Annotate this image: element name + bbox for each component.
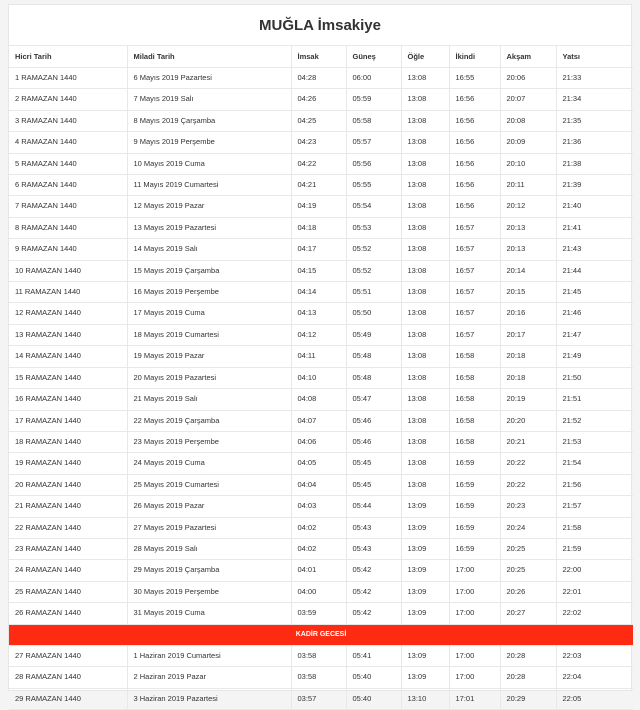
imsak-time-cell: 04:07 — [291, 410, 346, 431]
miladi-date-cell: 24 Mayıs 2019 Cuma — [127, 453, 291, 474]
table-row — [9, 260, 633, 281]
table-row — [9, 217, 633, 238]
hicri-date-cell: 16 RAMAZAN 1440 — [9, 389, 127, 410]
yatsi-time-cell: 21:39 — [556, 175, 633, 196]
ogle-time-cell: 13:09 — [401, 517, 449, 538]
hicri-date-cell: 21 RAMAZAN 1440 — [9, 496, 127, 517]
aksam-time-cell: 20:12 — [500, 196, 556, 217]
imsak-time-cell: 04:21 — [291, 175, 346, 196]
imsak-time-cell: 03:58 — [291, 667, 346, 688]
kadir-gecesi-label: KADİR GECESİ — [9, 624, 633, 645]
col-header-ikindi: İkindi — [449, 46, 500, 68]
gunes-time-cell: 05:49 — [346, 324, 401, 345]
table-row — [9, 367, 633, 388]
hicri-date-cell: 3 RAMAZAN 1440 — [9, 110, 127, 131]
kadir-gecesi-row — [9, 624, 633, 645]
table-row — [9, 153, 633, 174]
ogle-time-cell: 13:08 — [401, 217, 449, 238]
ikindi-time-cell: 16:57 — [449, 303, 500, 324]
yatsi-time-cell: 22:00 — [556, 560, 633, 581]
table-row — [9, 303, 633, 324]
table-row — [9, 645, 633, 666]
ogle-time-cell: 13:08 — [401, 68, 449, 89]
imsak-time-cell: 04:15 — [291, 260, 346, 281]
ogle-time-cell: 13:09 — [401, 645, 449, 666]
imsak-time-cell: 04:00 — [291, 581, 346, 602]
ikindi-time-cell: 16:57 — [449, 282, 500, 303]
imsak-time-cell: 04:01 — [291, 560, 346, 581]
imsak-time-cell: 04:18 — [291, 217, 346, 238]
table-row — [9, 517, 633, 538]
yatsi-time-cell: 21:35 — [556, 110, 633, 131]
ikindi-time-cell: 16:59 — [449, 474, 500, 495]
miladi-date-cell: 30 Mayıs 2019 Perşembe — [127, 581, 291, 602]
aksam-time-cell: 20:17 — [500, 324, 556, 345]
ikindi-time-cell: 16:56 — [449, 196, 500, 217]
yatsi-time-cell: 21:57 — [556, 496, 633, 517]
hicri-date-cell: 15 RAMAZAN 1440 — [9, 367, 127, 388]
gunes-time-cell: 05:56 — [346, 153, 401, 174]
miladi-date-cell: 6 Mayıs 2019 Pazartesi — [127, 68, 291, 89]
yatsi-time-cell: 21:51 — [556, 389, 633, 410]
table-row — [9, 196, 633, 217]
ogle-time-cell: 13:08 — [401, 153, 449, 174]
ogle-time-cell: 13:09 — [401, 560, 449, 581]
aksam-time-cell: 20:13 — [500, 239, 556, 260]
aksam-time-cell: 20:28 — [500, 645, 556, 666]
table-row — [9, 110, 633, 131]
imsak-time-cell: 04:19 — [291, 196, 346, 217]
table-row — [9, 132, 633, 153]
aksam-time-cell: 20:25 — [500, 538, 556, 559]
yatsi-time-cell: 21:59 — [556, 538, 633, 559]
hicri-date-cell: 7 RAMAZAN 1440 — [9, 196, 127, 217]
yatsi-time-cell: 21:56 — [556, 474, 633, 495]
ogle-time-cell: 13:08 — [401, 89, 449, 110]
miladi-date-cell: 18 Mayıs 2019 Cumartesi — [127, 324, 291, 345]
ikindi-time-cell: 17:00 — [449, 603, 500, 624]
hicri-date-cell: 20 RAMAZAN 1440 — [9, 474, 127, 495]
imsak-time-cell: 04:04 — [291, 474, 346, 495]
hicri-date-cell: 9 RAMAZAN 1440 — [9, 239, 127, 260]
hicri-date-cell: 27 RAMAZAN 1440 — [9, 645, 127, 666]
table-row — [9, 560, 633, 581]
miladi-date-cell: 20 Mayıs 2019 Pazartesi — [127, 367, 291, 388]
miladi-date-cell: 29 Mayıs 2019 Çarşamba — [127, 560, 291, 581]
imsak-time-cell: 03:58 — [291, 645, 346, 666]
gunes-time-cell: 05:50 — [346, 303, 401, 324]
aksam-time-cell: 20:29 — [500, 688, 556, 709]
imsak-time-cell: 04:28 — [291, 68, 346, 89]
gunes-time-cell: 05:40 — [346, 688, 401, 709]
hicri-date-cell: 29 RAMAZAN 1440 — [9, 688, 127, 709]
ogle-time-cell: 13:08 — [401, 110, 449, 131]
miladi-date-cell: 19 Mayıs 2019 Pazar — [127, 346, 291, 367]
miladi-date-cell: 26 Mayıs 2019 Pazar — [127, 496, 291, 517]
hicri-date-cell: 13 RAMAZAN 1440 — [9, 324, 127, 345]
aksam-time-cell: 20:26 — [500, 581, 556, 602]
miladi-date-cell: 31 Mayıs 2019 Cuma — [127, 603, 291, 624]
yatsi-time-cell: 22:03 — [556, 645, 633, 666]
hicri-date-cell: 4 RAMAZAN 1440 — [9, 132, 127, 153]
miladi-date-cell: 10 Mayıs 2019 Cuma — [127, 153, 291, 174]
yatsi-time-cell: 21:36 — [556, 132, 633, 153]
yatsi-time-cell: 21:45 — [556, 282, 633, 303]
gunes-time-cell: 05:46 — [346, 410, 401, 431]
miladi-date-cell: 7 Mayıs 2019 Salı — [127, 89, 291, 110]
page-title: MUĞLA İmsakiye — [259, 17, 381, 34]
aksam-time-cell: 20:18 — [500, 367, 556, 388]
col-header-ogle: Öğle — [401, 46, 449, 68]
aksam-time-cell: 20:18 — [500, 346, 556, 367]
imsak-time-cell: 04:13 — [291, 303, 346, 324]
gunes-time-cell: 05:57 — [346, 132, 401, 153]
hicri-date-cell: 19 RAMAZAN 1440 — [9, 453, 127, 474]
ikindi-time-cell: 16:56 — [449, 132, 500, 153]
ogle-time-cell: 13:09 — [401, 581, 449, 602]
miladi-date-cell: 11 Mayıs 2019 Cumartesi — [127, 175, 291, 196]
imsak-time-cell: 03:57 — [291, 688, 346, 709]
table-row — [9, 538, 633, 559]
yatsi-time-cell: 21:54 — [556, 453, 633, 474]
aksam-time-cell: 20:21 — [500, 431, 556, 452]
miladi-date-cell: 16 Mayıs 2019 Perşembe — [127, 282, 291, 303]
ogle-time-cell: 13:08 — [401, 410, 449, 431]
ogle-time-cell: 13:08 — [401, 196, 449, 217]
imsak-time-cell: 04:12 — [291, 324, 346, 345]
imsak-time-cell: 04:14 — [291, 282, 346, 303]
ogle-time-cell: 13:08 — [401, 389, 449, 410]
imsak-time-cell: 04:02 — [291, 538, 346, 559]
yatsi-time-cell: 21:41 — [556, 217, 633, 238]
gunes-time-cell: 05:42 — [346, 581, 401, 602]
ikindi-time-cell: 16:58 — [449, 389, 500, 410]
yatsi-time-cell: 21:38 — [556, 153, 633, 174]
gunes-time-cell: 05:45 — [346, 474, 401, 495]
miladi-date-cell: 14 Mayıs 2019 Salı — [127, 239, 291, 260]
col-header-imsak: İmsak — [291, 46, 346, 68]
table-row — [9, 324, 633, 345]
gunes-time-cell: 05:48 — [346, 346, 401, 367]
miladi-date-cell: 22 Mayıs 2019 Çarşamba — [127, 410, 291, 431]
prayer-times-table — [9, 45, 633, 710]
imsak-time-cell: 04:22 — [291, 153, 346, 174]
aksam-time-cell: 20:19 — [500, 389, 556, 410]
col-header-miladi: Miladi Tarih — [127, 46, 291, 68]
hicri-date-cell: 8 RAMAZAN 1440 — [9, 217, 127, 238]
aksam-time-cell: 20:06 — [500, 68, 556, 89]
yatsi-time-cell: 21:58 — [556, 517, 633, 538]
aksam-time-cell: 20:13 — [500, 217, 556, 238]
ogle-time-cell: 13:08 — [401, 132, 449, 153]
miladi-date-cell: 28 Mayıs 2019 Salı — [127, 538, 291, 559]
miladi-date-cell: 25 Mayıs 2019 Cumartesi — [127, 474, 291, 495]
ikindi-time-cell: 16:59 — [449, 517, 500, 538]
hicri-date-cell: 26 RAMAZAN 1440 — [9, 603, 127, 624]
ogle-time-cell: 13:08 — [401, 474, 449, 495]
ikindi-time-cell: 16:57 — [449, 260, 500, 281]
ikindi-time-cell: 16:58 — [449, 367, 500, 388]
miladi-date-cell: 2 Haziran 2019 Pazar — [127, 667, 291, 688]
table-row — [9, 474, 633, 495]
aksam-time-cell: 20:24 — [500, 517, 556, 538]
ogle-time-cell: 13:08 — [401, 453, 449, 474]
ogle-time-cell: 13:09 — [401, 538, 449, 559]
imsak-time-cell: 04:17 — [291, 239, 346, 260]
table-row — [9, 175, 633, 196]
aksam-time-cell: 20:22 — [500, 453, 556, 474]
gunes-time-cell: 05:52 — [346, 260, 401, 281]
ikindi-time-cell: 16:57 — [449, 324, 500, 345]
ogle-time-cell: 13:08 — [401, 239, 449, 260]
ikindi-time-cell: 16:55 — [449, 68, 500, 89]
table-header-row — [9, 46, 633, 68]
miladi-date-cell: 21 Mayıs 2019 Salı — [127, 389, 291, 410]
col-header-yatsi: Yatsı — [556, 46, 633, 68]
table-row — [9, 496, 633, 517]
ikindi-time-cell: 16:59 — [449, 538, 500, 559]
yatsi-time-cell: 22:02 — [556, 603, 633, 624]
ogle-time-cell: 13:08 — [401, 282, 449, 303]
yatsi-time-cell: 21:52 — [556, 410, 633, 431]
hicri-date-cell: 25 RAMAZAN 1440 — [9, 581, 127, 602]
gunes-time-cell: 05:41 — [346, 645, 401, 666]
gunes-time-cell: 05:59 — [346, 89, 401, 110]
miladi-date-cell: 1 Haziran 2019 Cumartesi — [127, 645, 291, 666]
ogle-time-cell: 13:08 — [401, 367, 449, 388]
aksam-time-cell: 20:20 — [500, 410, 556, 431]
imsak-time-cell: 04:02 — [291, 517, 346, 538]
imsak-time-cell: 04:08 — [291, 389, 346, 410]
table-row — [9, 239, 633, 260]
col-header-aksam: Akşam — [500, 46, 556, 68]
hicri-date-cell: 24 RAMAZAN 1440 — [9, 560, 127, 581]
miladi-date-cell: 13 Mayıs 2019 Pazartesi — [127, 217, 291, 238]
gunes-time-cell: 05:54 — [346, 196, 401, 217]
gunes-time-cell: 05:52 — [346, 239, 401, 260]
col-header-gunes: Güneş — [346, 46, 401, 68]
hicri-date-cell: 28 RAMAZAN 1440 — [9, 667, 127, 688]
aksam-time-cell: 20:11 — [500, 175, 556, 196]
ikindi-time-cell: 16:59 — [449, 453, 500, 474]
ikindi-time-cell: 17:00 — [449, 645, 500, 666]
ikindi-time-cell: 17:00 — [449, 667, 500, 688]
col-header-hicri: Hicri Tarih — [9, 46, 127, 68]
table-row — [9, 581, 633, 602]
ogle-time-cell: 13:08 — [401, 260, 449, 281]
aksam-time-cell: 20:15 — [500, 282, 556, 303]
ikindi-time-cell: 16:56 — [449, 110, 500, 131]
hicri-date-cell: 17 RAMAZAN 1440 — [9, 410, 127, 431]
imsak-time-cell: 04:23 — [291, 132, 346, 153]
hicri-date-cell: 12 RAMAZAN 1440 — [9, 303, 127, 324]
hicri-date-cell: 18 RAMAZAN 1440 — [9, 431, 127, 452]
yatsi-time-cell: 21:43 — [556, 239, 633, 260]
ogle-time-cell: 13:09 — [401, 496, 449, 517]
yatsi-time-cell: 21:33 — [556, 68, 633, 89]
gunes-time-cell: 05:43 — [346, 517, 401, 538]
table-row — [9, 68, 633, 89]
gunes-time-cell: 05:45 — [346, 453, 401, 474]
aksam-time-cell: 20:28 — [500, 667, 556, 688]
yatsi-time-cell: 21:53 — [556, 431, 633, 452]
imsak-time-cell: 04:05 — [291, 453, 346, 474]
gunes-time-cell: 05:58 — [346, 110, 401, 131]
aksam-time-cell: 20:08 — [500, 110, 556, 131]
gunes-time-cell: 05:51 — [346, 282, 401, 303]
gunes-time-cell: 06:00 — [346, 68, 401, 89]
ogle-time-cell: 13:08 — [401, 324, 449, 345]
imsak-time-cell: 04:10 — [291, 367, 346, 388]
ikindi-time-cell: 16:59 — [449, 496, 500, 517]
table-row — [9, 346, 633, 367]
gunes-time-cell: 05:42 — [346, 560, 401, 581]
miladi-date-cell: 15 Mayıs 2019 Çarşamba — [127, 260, 291, 281]
imsak-time-cell: 03:59 — [291, 603, 346, 624]
miladi-date-cell: 27 Mayıs 2019 Pazartesi — [127, 517, 291, 538]
table-row — [9, 667, 633, 688]
yatsi-time-cell: 21:49 — [556, 346, 633, 367]
gunes-time-cell: 05:46 — [346, 431, 401, 452]
hicri-date-cell: 5 RAMAZAN 1440 — [9, 153, 127, 174]
yatsi-time-cell: 21:50 — [556, 367, 633, 388]
hicri-date-cell: 6 RAMAZAN 1440 — [9, 175, 127, 196]
aksam-time-cell: 20:10 — [500, 153, 556, 174]
aksam-time-cell: 20:23 — [500, 496, 556, 517]
yatsi-time-cell: 22:01 — [556, 581, 633, 602]
table-row — [9, 431, 633, 452]
ogle-time-cell: 13:08 — [401, 431, 449, 452]
imsak-time-cell: 04:03 — [291, 496, 346, 517]
yatsi-time-cell: 21:40 — [556, 196, 633, 217]
gunes-time-cell: 05:47 — [346, 389, 401, 410]
table-body — [9, 68, 633, 710]
table-row — [9, 410, 633, 431]
gunes-time-cell: 05:43 — [346, 538, 401, 559]
yatsi-time-cell: 21:44 — [556, 260, 633, 281]
table-row — [9, 453, 633, 474]
gunes-time-cell: 05:55 — [346, 175, 401, 196]
miladi-date-cell: 3 Haziran 2019 Pazartesi — [127, 688, 291, 709]
ikindi-time-cell: 16:57 — [449, 217, 500, 238]
aksam-time-cell: 20:25 — [500, 560, 556, 581]
yatsi-time-cell: 21:34 — [556, 89, 633, 110]
ikindi-time-cell: 17:00 — [449, 581, 500, 602]
imsak-time-cell: 04:25 — [291, 110, 346, 131]
yatsi-time-cell: 21:47 — [556, 324, 633, 345]
hicri-date-cell: 10 RAMAZAN 1440 — [9, 260, 127, 281]
gunes-time-cell: 05:40 — [346, 667, 401, 688]
yatsi-time-cell: 22:04 — [556, 667, 633, 688]
gunes-time-cell: 05:53 — [346, 217, 401, 238]
ikindi-time-cell: 16:58 — [449, 346, 500, 367]
ikindi-time-cell: 16:56 — [449, 175, 500, 196]
aksam-time-cell: 20:27 — [500, 603, 556, 624]
imsakiye-card — [8, 4, 632, 703]
aksam-time-cell: 20:07 — [500, 89, 556, 110]
gunes-time-cell: 05:44 — [346, 496, 401, 517]
ogle-time-cell: 13:08 — [401, 346, 449, 367]
ikindi-time-cell: 17:01 — [449, 688, 500, 709]
table-row — [9, 282, 633, 303]
gunes-time-cell: 05:48 — [346, 367, 401, 388]
yatsi-time-cell: 22:05 — [556, 688, 633, 709]
gunes-time-cell: 05:42 — [346, 603, 401, 624]
hicri-date-cell: 23 RAMAZAN 1440 — [9, 538, 127, 559]
hicri-date-cell: 1 RAMAZAN 1440 — [9, 68, 127, 89]
miladi-date-cell: 9 Mayıs 2019 Perşembe — [127, 132, 291, 153]
ikindi-time-cell: 16:58 — [449, 410, 500, 431]
imsak-time-cell: 04:26 — [291, 89, 346, 110]
aksam-time-cell: 20:16 — [500, 303, 556, 324]
ikindi-time-cell: 16:56 — [449, 153, 500, 174]
hicri-date-cell: 2 RAMAZAN 1440 — [9, 89, 127, 110]
ikindi-time-cell: 16:58 — [449, 431, 500, 452]
ogle-time-cell: 13:08 — [401, 303, 449, 324]
imsak-time-cell: 04:06 — [291, 431, 346, 452]
ikindi-time-cell: 16:57 — [449, 239, 500, 260]
ogle-time-cell: 13:10 — [401, 688, 449, 709]
table-row — [9, 89, 633, 110]
ogle-time-cell: 13:09 — [401, 667, 449, 688]
imsak-time-cell: 04:11 — [291, 346, 346, 367]
table-row — [9, 603, 633, 624]
yatsi-time-cell: 21:46 — [556, 303, 633, 324]
aksam-time-cell: 20:22 — [500, 474, 556, 495]
miladi-date-cell: 12 Mayıs 2019 Pazar — [127, 196, 291, 217]
hicri-date-cell: 11 RAMAZAN 1440 — [9, 282, 127, 303]
ikindi-time-cell: 17:00 — [449, 560, 500, 581]
table-row — [9, 389, 633, 410]
ogle-time-cell: 13:08 — [401, 175, 449, 196]
ikindi-time-cell: 16:56 — [449, 89, 500, 110]
aksam-time-cell: 20:09 — [500, 132, 556, 153]
hicri-date-cell: 22 RAMAZAN 1440 — [9, 517, 127, 538]
miladi-date-cell: 8 Mayıs 2019 Çarşamba — [127, 110, 291, 131]
miladi-date-cell: 17 Mayıs 2019 Cuma — [127, 303, 291, 324]
table-row — [9, 688, 633, 709]
ogle-time-cell: 13:09 — [401, 603, 449, 624]
hicri-date-cell: 14 RAMAZAN 1440 — [9, 346, 127, 367]
miladi-date-cell: 23 Mayıs 2019 Perşembe — [127, 431, 291, 452]
aksam-time-cell: 20:14 — [500, 260, 556, 281]
